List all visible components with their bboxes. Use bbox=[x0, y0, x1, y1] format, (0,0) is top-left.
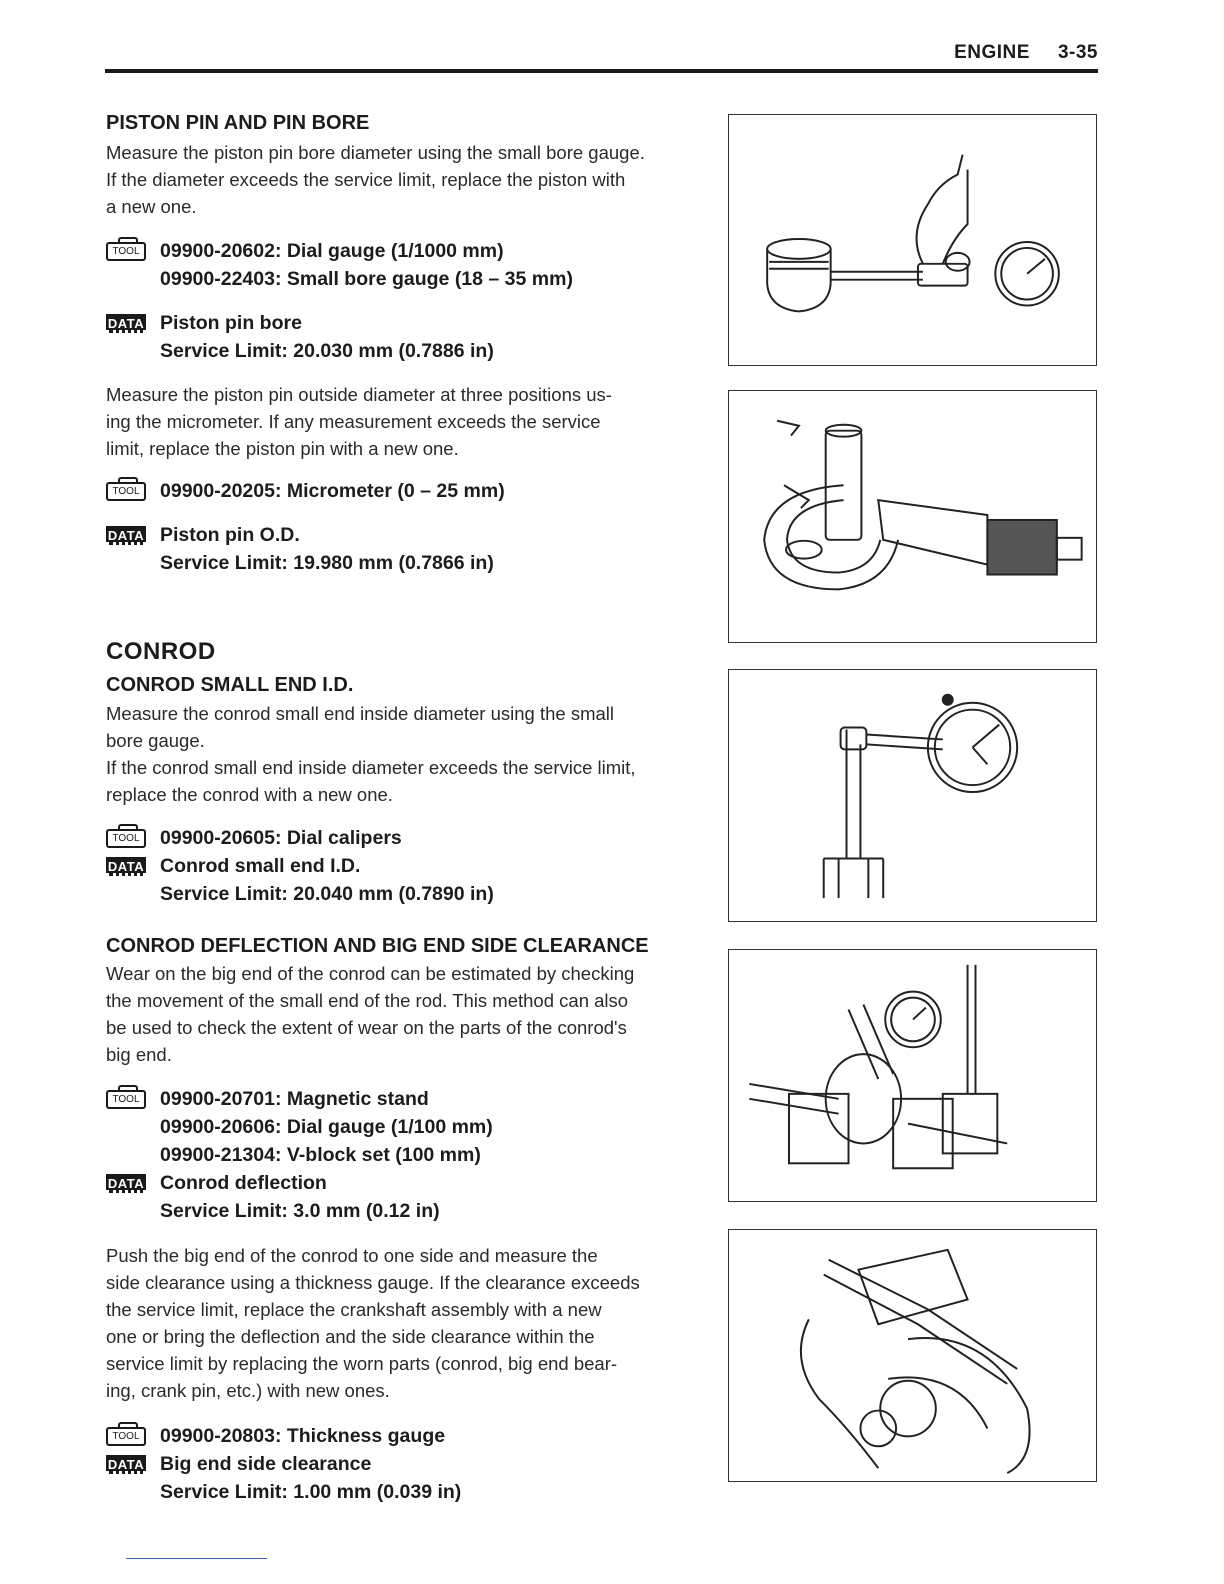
tool-icon: TOOL bbox=[106, 1427, 146, 1446]
piston-spec-1 bbox=[106, 310, 698, 366]
data-icon: DATA bbox=[107, 859, 145, 874]
figure-micrometer bbox=[728, 390, 1097, 643]
header-page-number: 3-35 bbox=[1057, 42, 1098, 63]
spec-name: Big end side clearance bbox=[160, 1453, 372, 1475]
figure-piston-bore-gauge bbox=[728, 114, 1097, 366]
tool-item: 09900-20606: Dial gauge (1/100 mm) bbox=[160, 1116, 493, 1138]
figure-dial-calipers bbox=[728, 669, 1097, 922]
spec-name: Piston pin O.D. bbox=[160, 524, 300, 546]
tool-icon: TOOL bbox=[106, 829, 146, 848]
micrometer-illustration bbox=[729, 391, 1096, 642]
figure-thickness-gauge bbox=[728, 1229, 1097, 1482]
tool-icon: TOOL bbox=[106, 242, 146, 261]
deflection-tools bbox=[106, 1086, 698, 1226]
small-end-title: CONROD SMALL END I.D. bbox=[106, 674, 354, 696]
dial-calipers-illustration bbox=[729, 670, 1096, 921]
spec-limit: Service Limit: 20.040 mm (0.7890 in) bbox=[160, 883, 494, 905]
piston-tools-2 bbox=[106, 478, 698, 506]
deflection-title: CONROD DEFLECTION AND BIG END SIDE CLEARANCE bbox=[106, 935, 649, 957]
tool-icon: TOOL bbox=[106, 482, 146, 501]
tool-item: 09900-21304: V-block set (100 mm) bbox=[160, 1144, 481, 1166]
piston-para-1: Measure the piston pin bore diameter using the small bore gauge. If the diameter exceeds the service limit, replace the piston with a new one. bbox=[106, 142, 645, 217]
piston-bore-gauge-illustration bbox=[729, 115, 1096, 365]
thickness-gauge-illustration bbox=[729, 1230, 1096, 1481]
piston-pin-section bbox=[106, 112, 698, 220]
figure-magnetic-stand bbox=[728, 949, 1097, 1202]
spec-name: Conrod deflection bbox=[160, 1172, 327, 1194]
tool-item: 09900-20602: Dial gauge (1/1000 mm) bbox=[160, 240, 504, 262]
deflection-para-1: Wear on the big end of the conrod can be estimated by checking the movement of the small end of the rod. This method can also be used to check the extent of wear on the parts of the conrod's big end. bbox=[106, 963, 635, 1065]
tool-item: 09900-20605: Dial calipers bbox=[160, 827, 402, 849]
clearance-para: Push the big end of the conrod to one side and measure the side clearance using a thickness gauge. If the clearance exceeds the service limit, replace the crankshaft assembly with a new one or bring the deflection and the side clearance within the service limit by replacing the worn parts (conrod, big end bear- ing, crank pin, etc.) with new ones. bbox=[106, 1245, 640, 1401]
tool-icon: TOOL bbox=[106, 1090, 146, 1109]
data-icon: DATA bbox=[107, 528, 145, 543]
header-section: ENGINE bbox=[954, 42, 1030, 63]
small-end-para: Measure the conrod small end inside diameter using the small bore gauge. If the conrod small end inside diameter exceeds the service limit, replace the conrod with a new one. bbox=[106, 703, 636, 805]
clearance-tools bbox=[106, 1423, 698, 1507]
spec-limit: Service Limit: 20.030 mm (0.7886 in) bbox=[160, 340, 494, 362]
piston-spec-2 bbox=[106, 522, 698, 578]
conrod-title: CONROD bbox=[106, 638, 216, 665]
piston-para-2-block bbox=[106, 381, 698, 462]
conrod-section bbox=[106, 638, 698, 808]
deflection-section bbox=[106, 935, 698, 1068]
spec-limit: Service Limit: 1.00 mm (0.039 in) bbox=[160, 1481, 462, 1503]
spec-name: Conrod small end I.D. bbox=[160, 855, 361, 877]
data-icon: DATA bbox=[107, 1176, 145, 1191]
piston-pin-title: PISTON PIN AND PIN BORE bbox=[106, 112, 370, 134]
data-icon: DATA bbox=[107, 316, 145, 331]
tool-item: 09900-20205: Micrometer (0 – 25 mm) bbox=[160, 480, 505, 502]
tool-item: 09900-20803: Thickness gauge bbox=[160, 1425, 446, 1447]
spec-limit: Service Limit: 19.980 mm (0.7866 in) bbox=[160, 552, 494, 574]
tool-item: 09900-22403: Small bore gauge (18 – 35 mm) bbox=[160, 268, 573, 290]
header-rule bbox=[105, 69, 1098, 73]
clearance-para-block bbox=[106, 1242, 698, 1404]
page-header bbox=[926, 42, 1098, 64]
spec-limit: Service Limit: 3.0 mm (0.12 in) bbox=[160, 1200, 440, 1222]
magnetic-stand-illustration bbox=[729, 950, 1096, 1201]
piston-tools-1 bbox=[106, 238, 698, 294]
data-icon: DATA bbox=[107, 1457, 145, 1472]
piston-para-2: Measure the piston pin outside diameter at three positions us- ing the micrometer. If any measurement exceeds the service limit, replace the piston pin with a new one. bbox=[106, 384, 612, 459]
small-end-tools bbox=[106, 825, 698, 909]
footer-line bbox=[126, 1558, 267, 1559]
tool-item: 09900-20701: Magnetic stand bbox=[160, 1088, 429, 1110]
spec-name: Piston pin bore bbox=[160, 312, 302, 334]
